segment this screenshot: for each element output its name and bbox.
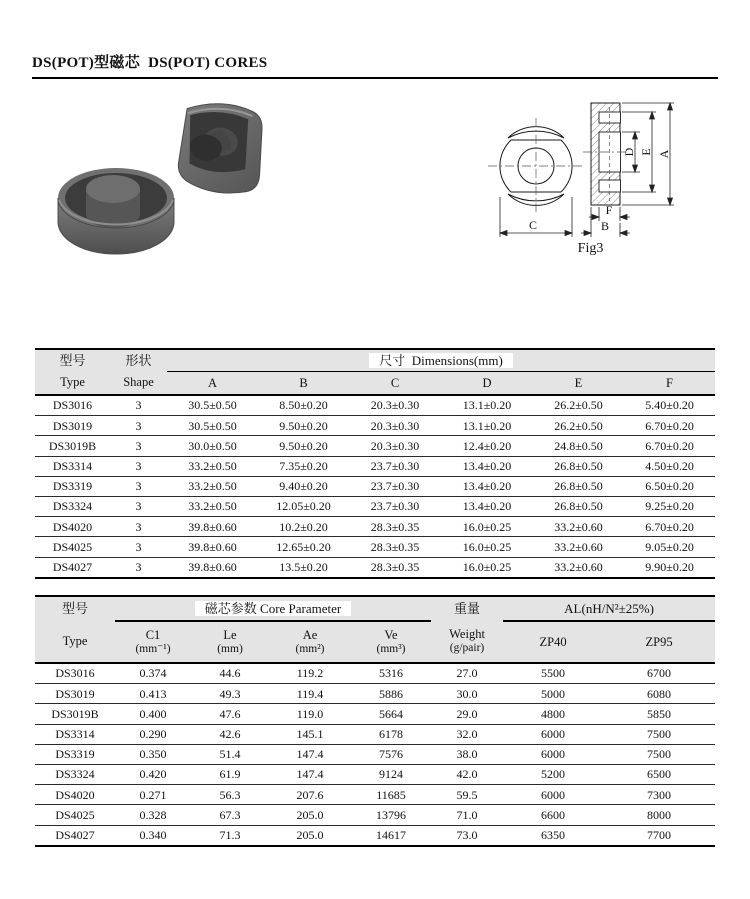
table-cell: 47.6 — [219, 706, 241, 721]
table-cell: 5850 — [647, 706, 672, 721]
table-row — [35, 395, 715, 416]
table-cell: 13796 — [376, 807, 407, 822]
al-span-header: AL(nH/N²±25%) — [503, 596, 715, 621]
table-cell: 13.1±0.20 — [462, 398, 512, 413]
table-cell: 27.0 — [456, 666, 478, 681]
table-cell: 33.2±0.50 — [188, 479, 237, 494]
table-cell: DS3324 — [55, 767, 95, 782]
core-parameter-span-header — [115, 596, 431, 621]
table-cell: 16.0±0.25 — [462, 559, 512, 574]
table-cell: 33.2±0.60 — [554, 539, 603, 554]
table-cell: 207.6 — [296, 787, 324, 802]
table-cell: 13.4±0.20 — [462, 458, 512, 473]
table-cell: 145.1 — [296, 726, 324, 741]
dimensions-table — [35, 348, 715, 579]
table-cell: 51.4 — [219, 747, 241, 762]
parameters-table — [35, 595, 715, 847]
dimensions-table-header — [35, 349, 715, 395]
table-row — [35, 805, 715, 825]
table-cell: 5.40±0.20 — [645, 398, 694, 413]
col-ae — [269, 621, 351, 663]
table-cell: 42.0 — [456, 767, 478, 782]
col-type-en: Type — [60, 375, 85, 390]
table-cell: 5664 — [379, 706, 404, 721]
front-view — [488, 118, 584, 214]
table-row — [35, 496, 715, 516]
table-cell: 6.70±0.20 — [645, 438, 694, 453]
table-cell: 8000 — [647, 807, 672, 822]
table-cell: 20.3±0.30 — [370, 398, 420, 413]
table-cell: DS4025 — [55, 807, 95, 822]
table-cell: 3 — [135, 499, 142, 514]
table-cell: 13.4±0.20 — [462, 479, 512, 494]
table-cell: 7500 — [647, 747, 672, 762]
table-row — [35, 517, 715, 537]
table-cell: 26.2±0.50 — [554, 398, 603, 413]
col-ve — [351, 621, 431, 663]
table-cell: 56.3 — [219, 787, 241, 802]
table-cell: 9.50±0.20 — [279, 418, 328, 433]
param-unit: (mm²) — [295, 642, 325, 655]
parameters-table-header — [35, 596, 715, 663]
dim-label-a: A — [657, 149, 671, 159]
table-cell: 13.4±0.20 — [462, 499, 512, 514]
table-cell: 71.0 — [456, 807, 478, 822]
table-cell: DS4025 — [52, 539, 93, 554]
table-cell: 9.25±0.20 — [645, 499, 694, 514]
table-cell: 0.328 — [139, 807, 167, 822]
table-row — [35, 537, 715, 557]
table-cell: DS3019 — [55, 686, 95, 701]
table-cell: DS3319 — [52, 479, 93, 494]
table-cell: 10.2±0.20 — [279, 519, 328, 534]
core-photo — [50, 92, 305, 267]
table-cell: DS4027 — [55, 827, 95, 842]
table-cell: DS4027 — [52, 559, 93, 574]
table-cell: 30.0±0.50 — [188, 438, 237, 453]
table-cell: 33.2±0.50 — [188, 458, 237, 473]
table-cell: 30.0 — [456, 686, 478, 701]
parameters-table-body — [35, 663, 715, 846]
dimensions-span-label: 尺寸 Dimensions(mm) — [369, 353, 513, 369]
table-cell: 6.70±0.20 — [645, 519, 694, 534]
table-cell: 5500 — [541, 666, 566, 681]
table-cell: 73.0 — [456, 827, 478, 842]
table-cell: 205.0 — [296, 827, 324, 842]
table-cell: 7700 — [647, 827, 672, 842]
col-weight-zh: 重量 — [454, 601, 481, 617]
dim-label-b: B — [600, 219, 610, 233]
table-cell: 9124 — [379, 767, 404, 782]
table-cell: 14617 — [376, 827, 407, 842]
col-type-zh: 型号 — [61, 601, 88, 617]
table-cell: 26.8±0.50 — [554, 499, 603, 514]
table-cell: 0.350 — [139, 747, 167, 762]
table-cell: DS3314 — [55, 726, 95, 741]
table-cell: 6000 — [541, 747, 566, 762]
table-cell: DS3019B — [48, 438, 97, 453]
table-cell: DS4020 — [55, 787, 95, 802]
table-cell: 0.413 — [139, 686, 167, 701]
table-row — [35, 476, 715, 496]
table-cell: 12.65±0.20 — [276, 539, 331, 554]
table-cell: 4.50±0.20 — [645, 458, 694, 473]
param-name: Weight — [449, 627, 485, 642]
table-cell: 8.50±0.20 — [279, 398, 328, 413]
table-cell: 3 — [135, 398, 142, 413]
param-unit: (mm³) — [376, 642, 406, 655]
col-zp40: ZP40 — [539, 634, 567, 649]
table-cell: 3 — [135, 458, 142, 473]
table-cell: 7.35±0.20 — [279, 458, 328, 473]
col-dim-a: A — [207, 375, 218, 390]
table-cell: 67.3 — [219, 807, 241, 822]
param-unit: (g/pair) — [449, 642, 485, 655]
table-cell: 3 — [135, 479, 142, 494]
table-cell: 12.4±0.20 — [462, 438, 512, 453]
table-cell: 42.6 — [219, 726, 241, 741]
table-row — [35, 744, 715, 764]
col-dim-b: B — [299, 375, 308, 390]
col-dim-d: D — [482, 375, 492, 390]
table-cell: 147.4 — [296, 747, 324, 762]
table-cell: 39.8±0.60 — [188, 539, 237, 554]
dimensions-span-header — [167, 349, 715, 372]
dim-label-e: E — [639, 148, 653, 156]
table-cell: 0.271 — [139, 787, 167, 802]
table-cell: DS3019B — [51, 706, 99, 721]
table-cell: 59.5 — [456, 787, 478, 802]
col-dim-c: C — [390, 375, 400, 390]
table-cell: 9.40±0.20 — [279, 479, 328, 494]
table-cell: DS3314 — [52, 458, 93, 473]
table-cell: DS4020 — [52, 519, 93, 534]
table-cell: 49.3 — [219, 686, 241, 701]
table-cell: 23.7±0.30 — [370, 479, 420, 494]
table-cell: 33.2±0.50 — [188, 499, 237, 514]
dim-label-d: D — [622, 147, 636, 157]
table-cell: 6000 — [541, 726, 566, 741]
col-shape-en: Shape — [123, 375, 154, 390]
figure-caption: Fig3 — [577, 241, 604, 256]
page-title: DS(POT)型磁芯 DS(POT) CORES — [32, 51, 718, 79]
table-cell: 9.90±0.20 — [645, 559, 694, 574]
dimension-drawing — [483, 85, 698, 260]
table-cell: 5886 — [379, 686, 404, 701]
param-name: C1 — [145, 627, 161, 642]
table-row — [35, 684, 715, 704]
table-cell: 24.8±0.50 — [554, 438, 603, 453]
table-cell: 0.420 — [139, 767, 167, 782]
table-cell: 28.3±0.35 — [370, 519, 420, 534]
table-cell: 16.0±0.25 — [462, 519, 512, 534]
table-row — [35, 663, 715, 684]
table-row — [35, 456, 715, 476]
table-cell: 6.70±0.20 — [645, 418, 694, 433]
col-weight-en — [431, 621, 503, 663]
table-row — [35, 704, 715, 724]
table-cell: 33.2±0.60 — [554, 559, 603, 574]
table-cell: 5316 — [379, 666, 404, 681]
col-le — [191, 621, 269, 663]
table-cell: 20.3±0.30 — [370, 418, 420, 433]
table-cell: 6080 — [647, 686, 672, 701]
table-cell: 23.7±0.30 — [370, 499, 420, 514]
col-type-zh: 型号 — [59, 352, 86, 368]
table-cell: 28.3±0.35 — [370, 539, 420, 554]
table-cell: 26.8±0.50 — [554, 458, 603, 473]
table-cell: 23.7±0.30 — [370, 458, 420, 473]
table-cell: DS3016 — [55, 666, 95, 681]
table-cell: 71.3 — [219, 827, 241, 842]
core-half-right — [175, 99, 269, 198]
table-cell: DS3016 — [52, 398, 93, 413]
param-unit: (mm⁻¹) — [135, 642, 171, 655]
table-cell: 147.4 — [296, 767, 324, 782]
table-cell: DS3019 — [52, 418, 93, 433]
table-cell: 20.3±0.30 — [370, 438, 420, 453]
table-cell: 6000 — [541, 787, 566, 802]
table-cell: 30.5±0.50 — [188, 418, 237, 433]
table-cell: 5200 — [541, 767, 566, 782]
table-cell: 29.0 — [456, 706, 478, 721]
param-unit: (mm) — [217, 642, 243, 655]
table-cell: 16.0±0.25 — [462, 539, 512, 554]
table-cell: 12.05±0.20 — [276, 499, 331, 514]
table-cell: 119.2 — [296, 666, 324, 681]
table-row — [35, 436, 715, 456]
table-cell: 7300 — [647, 787, 672, 802]
table-cell: 6350 — [541, 827, 566, 842]
table-cell: 3 — [135, 539, 142, 554]
table-cell: 0.374 — [139, 666, 167, 681]
table-cell: 6600 — [541, 807, 566, 822]
table-cell: 0.340 — [139, 827, 167, 842]
table-cell: 28.3±0.35 — [370, 559, 420, 574]
table-cell: 6500 — [647, 767, 672, 782]
table-cell: 4800 — [541, 706, 566, 721]
table-cell: 26.2±0.50 — [554, 418, 603, 433]
table-cell: 119.0 — [296, 706, 324, 721]
dimension-lines — [500, 103, 674, 237]
table-cell: 13.1±0.20 — [462, 418, 512, 433]
dimensions-table-body — [35, 395, 715, 578]
table-row — [35, 557, 715, 578]
table-cell: 7576 — [379, 747, 404, 762]
table-cell: 39.8±0.60 — [188, 559, 237, 574]
col-c1 — [115, 621, 191, 663]
table-cell: 26.8±0.50 — [554, 479, 603, 494]
param-name: Le — [223, 627, 237, 642]
table-cell: DS3324 — [52, 499, 93, 514]
param-name: Ve — [384, 627, 398, 642]
table-cell: 33.2±0.60 — [554, 519, 603, 534]
table-cell: DS3319 — [55, 747, 95, 762]
table-row — [35, 825, 715, 846]
table-cell: 44.6 — [219, 666, 241, 681]
table-cell: 32.0 — [456, 726, 478, 741]
dim-label-f: F — [605, 203, 613, 217]
table-cell: 0.290 — [139, 726, 167, 741]
table-cell: 5000 — [541, 686, 566, 701]
table-cell: 9.05±0.20 — [645, 539, 694, 554]
table-cell: 6700 — [647, 666, 672, 681]
table-cell: 3 — [135, 519, 142, 534]
core-parameter-span-label: 磁芯参数 Core Parameter — [195, 601, 351, 617]
table-cell: 0.400 — [139, 706, 167, 721]
table-cell: 119.4 — [296, 686, 324, 701]
table-cell: 7500 — [647, 726, 672, 741]
table-cell: 205.0 — [296, 807, 324, 822]
table-cell: 9.50±0.20 — [279, 438, 328, 453]
col-shape-zh: 形状 — [125, 352, 152, 368]
table-cell: 6.50±0.20 — [645, 479, 694, 494]
table-row — [35, 764, 715, 784]
table-row — [35, 724, 715, 744]
table-cell: 3 — [135, 559, 142, 574]
core-half-left — [58, 168, 174, 254]
table-cell: 6178 — [379, 726, 404, 741]
col-dim-e: E — [574, 375, 583, 390]
table-cell: 3 — [135, 438, 142, 453]
table-cell: 30.5±0.50 — [188, 398, 237, 413]
table-cell: 3 — [135, 418, 142, 433]
table-cell: 13.5±0.20 — [279, 559, 328, 574]
col-dim-f: F — [666, 375, 673, 390]
table-cell: 39.8±0.60 — [188, 519, 237, 534]
table-cell: 38.0 — [456, 747, 478, 762]
dim-label-c: C — [528, 218, 538, 232]
table-row — [35, 416, 715, 436]
table-row — [35, 785, 715, 805]
param-name: Ae — [302, 627, 318, 642]
col-type-en: Type — [62, 634, 88, 648]
table-cell: 11685 — [376, 787, 406, 802]
table-cell: 61.9 — [219, 767, 241, 782]
col-zp95: ZP95 — [645, 634, 673, 649]
